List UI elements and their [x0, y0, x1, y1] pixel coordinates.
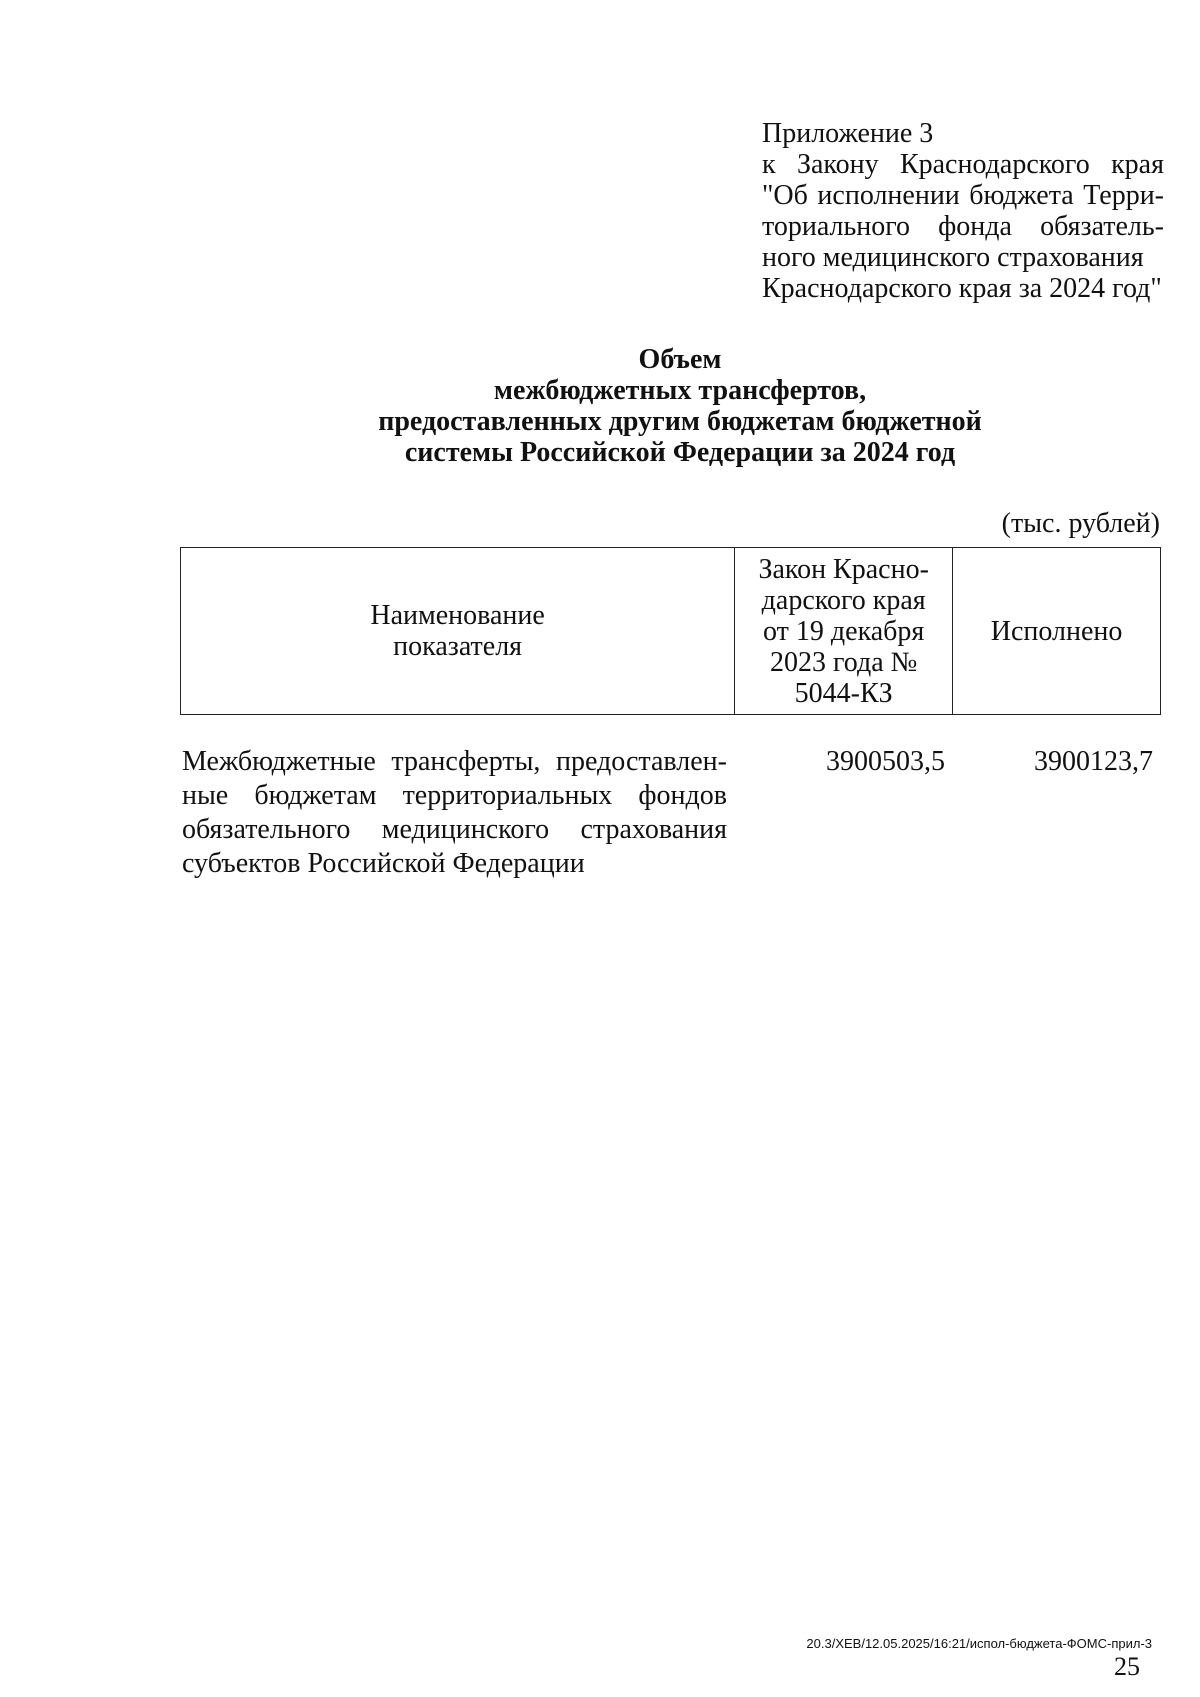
footer-code: 20.3/ХЕВ/12.05.2025/16:21/испол-бюджета-ФОМС-прил-3 [806, 1636, 1152, 1651]
page-number: 25 [1114, 1652, 1140, 1681]
row-name-line: субъектов Российской Федерации [182, 848, 585, 879]
row-name-line: Межбюджетные трансферты, предоставлен- [182, 746, 727, 777]
document-title [180, 344, 1180, 468]
header-law-text: Закон Красно-дарского края от 19 декабря 2023 года № 5044-КЗ [758, 553, 929, 709]
table-row-name [182, 745, 727, 881]
title-line: предоставленных другим бюджетам бюджетной [378, 406, 982, 437]
appendix-line: ториального фонда обязатель- [762, 211, 1164, 242]
table-header [180, 547, 1161, 715]
appendix-line: "Об исполнении бюджета Терри- [762, 180, 1164, 211]
appendix-reference [762, 118, 1164, 304]
row-law-value: 3900503,5 [826, 746, 945, 777]
appendix-line: к Закону Краснодарского края [762, 149, 1164, 180]
title-line: Объем [638, 344, 722, 375]
row-executed-value: 3900123,7 [1034, 746, 1153, 777]
header-name-text: Наименование показателя [370, 600, 545, 662]
appendix-line: Краснодарского края за 2024 год" [762, 273, 1162, 304]
row-name-line: обязательного медицинского страхования [182, 814, 727, 845]
header-executed: Исполнено [953, 548, 1161, 715]
header-law [735, 548, 953, 715]
header-name [181, 548, 735, 715]
appendix-line: Приложение 3 [762, 118, 934, 149]
title-line: системы Российской Федерации за 2024 год [404, 437, 956, 468]
row-name-line: ные бюджетам территориальных фондов [182, 780, 727, 811]
title-line: межбюджетных трансфертов, [493, 375, 867, 406]
units-label: (тыс. рублей) [1001, 508, 1160, 539]
appendix-line: ного медицинского страхования [762, 242, 1144, 273]
